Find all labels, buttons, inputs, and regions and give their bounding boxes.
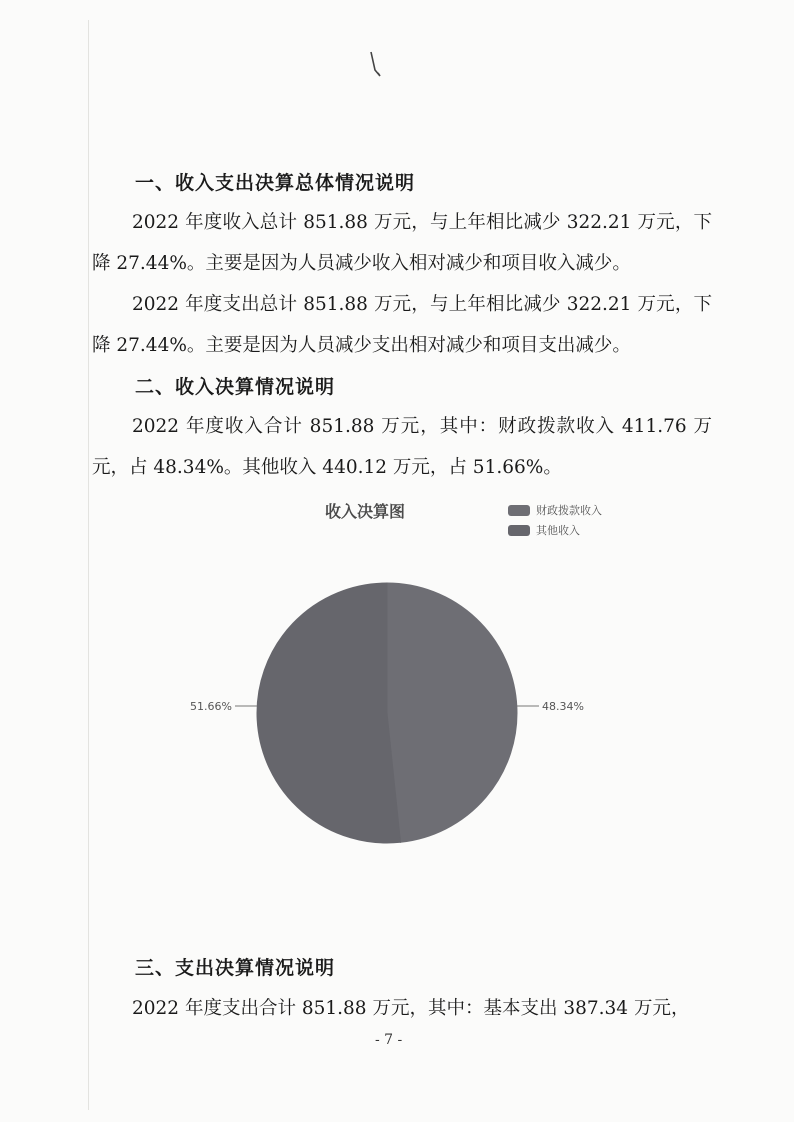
chart-title: 收入决算图 (325, 502, 406, 521)
page-edge-line (88, 20, 89, 1110)
legend-label-fiscal: 财政拨款收入 (536, 504, 602, 517)
legend-swatch-other (508, 525, 530, 536)
section1-paragraph-income: 2022 年度收入总计 851.88 万元，与上年相比减少 322.21 万元，下降 27.44%。主要是因为人员减少收入相对减少和项目收入减少。 (92, 212, 712, 274)
chart-legend (508, 500, 602, 540)
section1-paragraph-expense: 2022 年度支出总计 851.88 万元，与上年相比减少 322.21 万元，下降 27.44%。主要是因为人员减少支出相对减少和项目支出减少。 (92, 294, 712, 356)
section3-paragraph-expense: 2022 年度支出合计 851.88 万元，其中：基本支出 387.34 万元， (132, 998, 690, 1019)
pie-slice-fiscal (387, 583, 517, 842)
data-label-other: 51.66% (190, 700, 232, 713)
legend-swatch-fiscal (508, 505, 530, 516)
section2-paragraph-income: 2022 年度收入合计 851.88 万元，其中：财政拨款收入 411.76 万元，占 48.34%。其他收入 440.12 万元，占 51.66%。 (92, 416, 712, 478)
legend-item-other (508, 520, 602, 540)
section2-heading: 二、收入决算情况说明 (135, 376, 336, 398)
data-label-fiscal: 48.34% (542, 700, 584, 713)
pie-slice-other (257, 583, 401, 843)
legend-item-fiscal (508, 500, 602, 520)
page-number: - 7 - (375, 1032, 403, 1048)
section1-heading: 一、收入支出决算总体情况说明 (135, 172, 416, 194)
pen-mark (366, 50, 390, 84)
legend-label-other: 其他收入 (536, 524, 580, 537)
section3-heading: 三、支出决算情况说明 (135, 957, 336, 979)
